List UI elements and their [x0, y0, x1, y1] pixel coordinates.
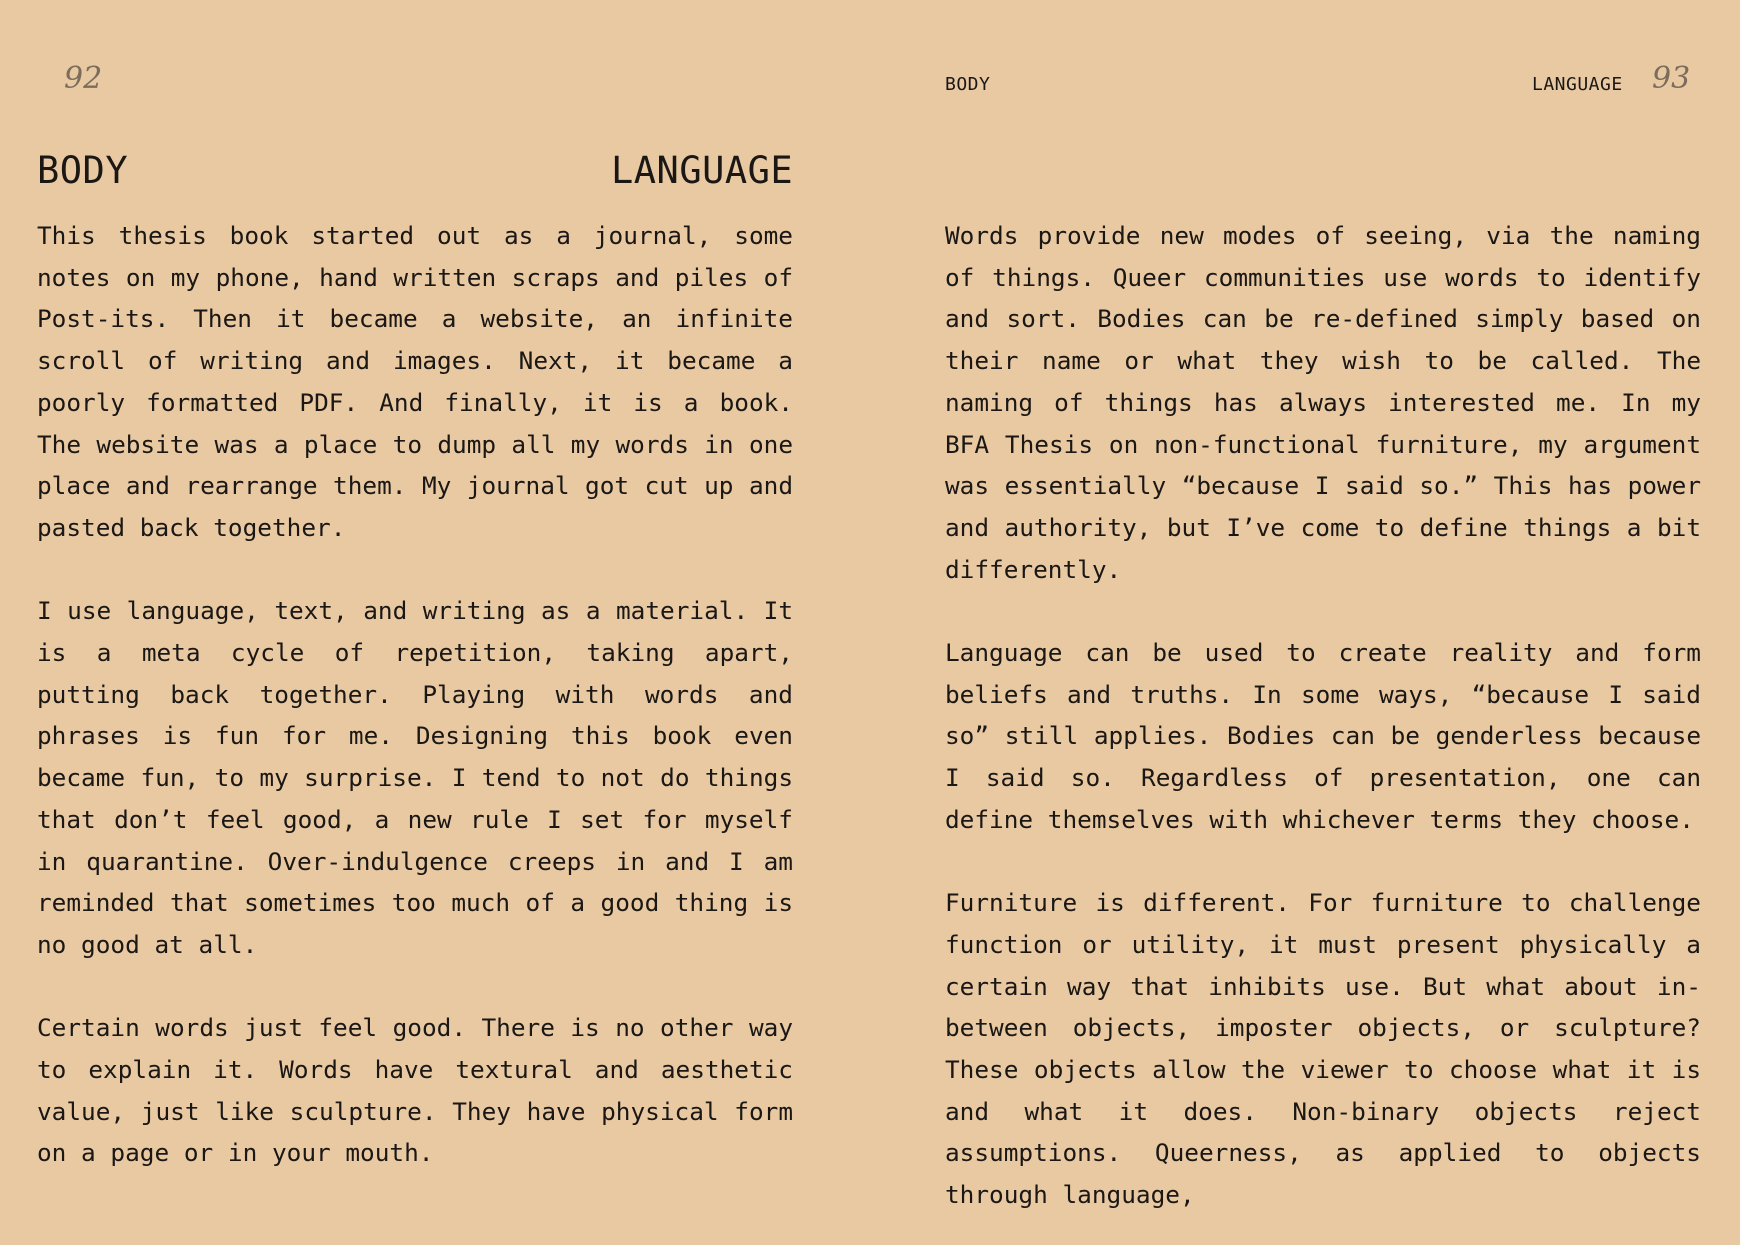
- page-number-right: 93: [1652, 61, 1691, 96]
- right-body-text: [945, 215, 1701, 1216]
- paragraph: Certain words just feel good. There is no other way to explain it. Words have textural and aesthetic value, just like sculpture. They have physical form on a page or in your mouth.: [37, 1013, 793, 1168]
- left-body-text: [37, 215, 793, 1174]
- running-head-body: BODY: [945, 74, 991, 95]
- running-head-language: LANGUAGE: [1532, 74, 1623, 95]
- paragraph: Language can be used to create reality and form beliefs and truths. In some ways, “because I said so” still applies. Bodies can be genderless because I said so. Regardless of presentation, one can define themselves with whichever terms they choose.: [945, 638, 1701, 834]
- page-number-left: 92: [64, 61, 103, 96]
- paragraph: Furniture is different. For furniture to challenge function or utility, it must present physically a certain way that inhibits use. But what about in-between objects, imposter objects, or sculpture? These objects allow the viewer to choose what it is and what it does. Non-binary objects reject assumptions. Queerness, as applied to objects through language,: [945, 888, 1701, 1210]
- paragraph: I use language, text, and writing as a material. It is a meta cycle of repetition, taking apart, putting back together. Playing with words and phrases is fun for me. Designing this book even became fun, to my surprise. I tend to not do things that don’t feel good, a new rule I set for myself in quarantine. Over-indulgence creeps in and I am reminded that sometimes too much of a good thing is no good at all.: [37, 596, 793, 959]
- chapter-title-body: BODY: [37, 149, 129, 192]
- paragraph: Words provide new modes of seeing, via the naming of things. Queer communities use words to identify and sort. Bodies can be re-defined simply based on their name or what they wish to be called. The naming of things has always interested me. In my BFA Thesis on non-functional furniture, my argument was essentially “because I said so.” This has power and authority, but I’ve come to define things a bit differently.: [945, 221, 1701, 584]
- paragraph: This thesis book started out as a journal, some notes on my phone, hand written scraps and piles of Post-its. Then it became a website, an infinite scroll of writing and images. Next, it became a poorly formatted PDF. And finally, it is a book. The website was a place to dump all my words in one place and rearrange them. My journal got cut up and pasted back together.: [37, 221, 793, 542]
- chapter-title-language: LANGUAGE: [611, 149, 794, 192]
